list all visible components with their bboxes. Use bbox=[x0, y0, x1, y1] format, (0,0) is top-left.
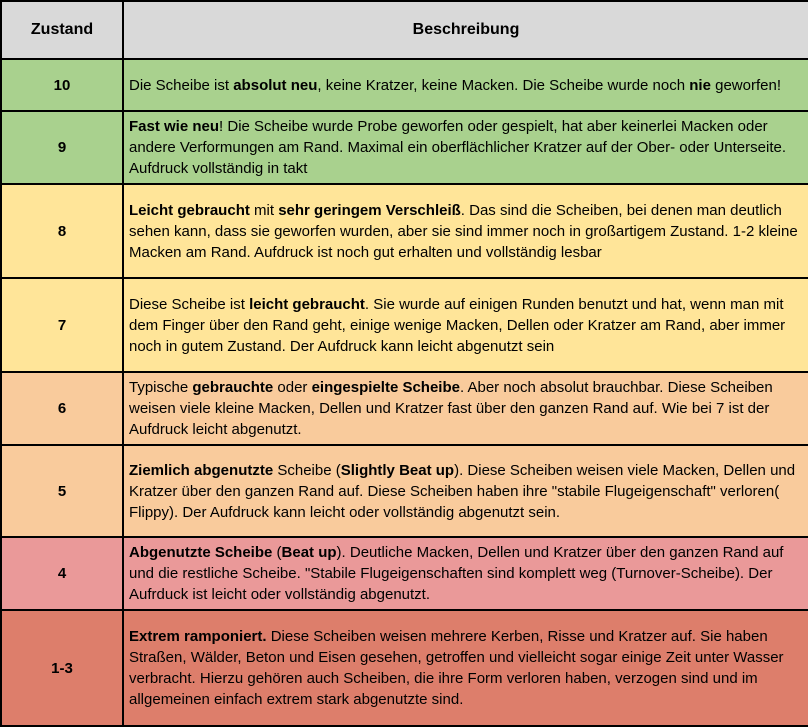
condition-value: 8 bbox=[1, 184, 123, 278]
column-header-beschreibung: Beschreibung bbox=[123, 1, 808, 59]
table-row bbox=[1, 445, 808, 537]
table-row bbox=[1, 610, 808, 726]
table-row bbox=[1, 537, 808, 610]
table-row bbox=[1, 278, 808, 372]
table-body bbox=[1, 59, 808, 726]
description-text: Fast wie neu! Die Scheibe wurde Probe geworfen oder gespielt, hat aber keinerlei Macken oder andere Verformungen am Rand. Maximal ein oberflächlicher Kratzer auf der Ober- oder Unterseite. Aufdruck vollständig in takt bbox=[123, 111, 808, 184]
condition-value: 4 bbox=[1, 537, 123, 610]
description-text: Diese Scheibe ist leicht gebraucht. Sie wurde auf einigen Runden benutzt und hat, wenn man mit dem Finger über den Rand geht, einige wenige Macken, Dellen oder Kratzer am Rand, aber immer noch in gutem Zustand. Der Aufdruck kann leicht abgenutzt sein bbox=[123, 278, 808, 372]
description-text: Die Scheibe ist absolut neu, keine Kratzer, keine Macken. Die Scheibe wurde noch nie geworfen! bbox=[123, 59, 808, 111]
condition-value: 5 bbox=[1, 445, 123, 537]
table-row bbox=[1, 59, 808, 111]
condition-value: 6 bbox=[1, 372, 123, 445]
description-text: Leicht gebraucht mit sehr geringem Verschleiß. Das sind die Scheiben, bei denen man deutlich sehen kann, dass sie geworfen wurden, aber sie sind immer noch in großartigem Zustand. 1-2 kleine Macken am Rand. Aufdruck ist noch gut erhalten und vollständig lesbar bbox=[123, 184, 808, 278]
description-text: Extrem ramponiert. Diese Scheiben weisen mehrere Kerben, Risse und Kratzer auf. Sie haben Straßen, Wälder, Beton und Eisen gesehen, getroffen und vielleicht sogar einige Zeit unter Wasser verbracht. Hierzu gehören auch Scheiben, die ihre Form verloren haben, verzogen sind und im allgemeinen einfach extrem stark abgenutzte sind. bbox=[123, 610, 808, 726]
description-text: Ziemlich abgenutzte Scheibe (Slightly Beat up). Diese Scheiben weisen viele Macken, Dellen und Kratzer über den ganzen Rand auf. Diese Scheiben haben ihre "stabile Flugeigenschaft" verloren( Flippy). Der Aufdruck kann leicht oder vollständig abgenutzt sein. bbox=[123, 445, 808, 537]
condition-value: 10 bbox=[1, 59, 123, 111]
header-row bbox=[1, 1, 808, 59]
table-row bbox=[1, 111, 808, 184]
condition-value: 9 bbox=[1, 111, 123, 184]
description-text: Abgenutzte Scheibe (Beat up). Deutliche Macken, Dellen und Kratzer über den ganzen Rand auf und die restliche Scheibe. "Stabile Flugeigenschaften sind komplett weg (Turnover-Scheibe). Der Aufrduck ist leicht oder vollständig abgenutzt. bbox=[123, 537, 808, 610]
description-text: Typische gebrauchte oder eingespielte Scheibe. Aber noch absolut brauchbar. Diese Scheiben weisen viele kleine Macken, Dellen und Kratzer fast über den ganzen Rand auf. Wie bei 7 ist der Aufdruck leicht abgenutzt. bbox=[123, 372, 808, 445]
table-header bbox=[1, 1, 808, 59]
condition-value: 1-3 bbox=[1, 610, 123, 726]
table-row bbox=[1, 372, 808, 445]
table-row bbox=[1, 184, 808, 278]
condition-value: 7 bbox=[1, 278, 123, 372]
column-header-zustand: Zustand bbox=[1, 1, 123, 59]
